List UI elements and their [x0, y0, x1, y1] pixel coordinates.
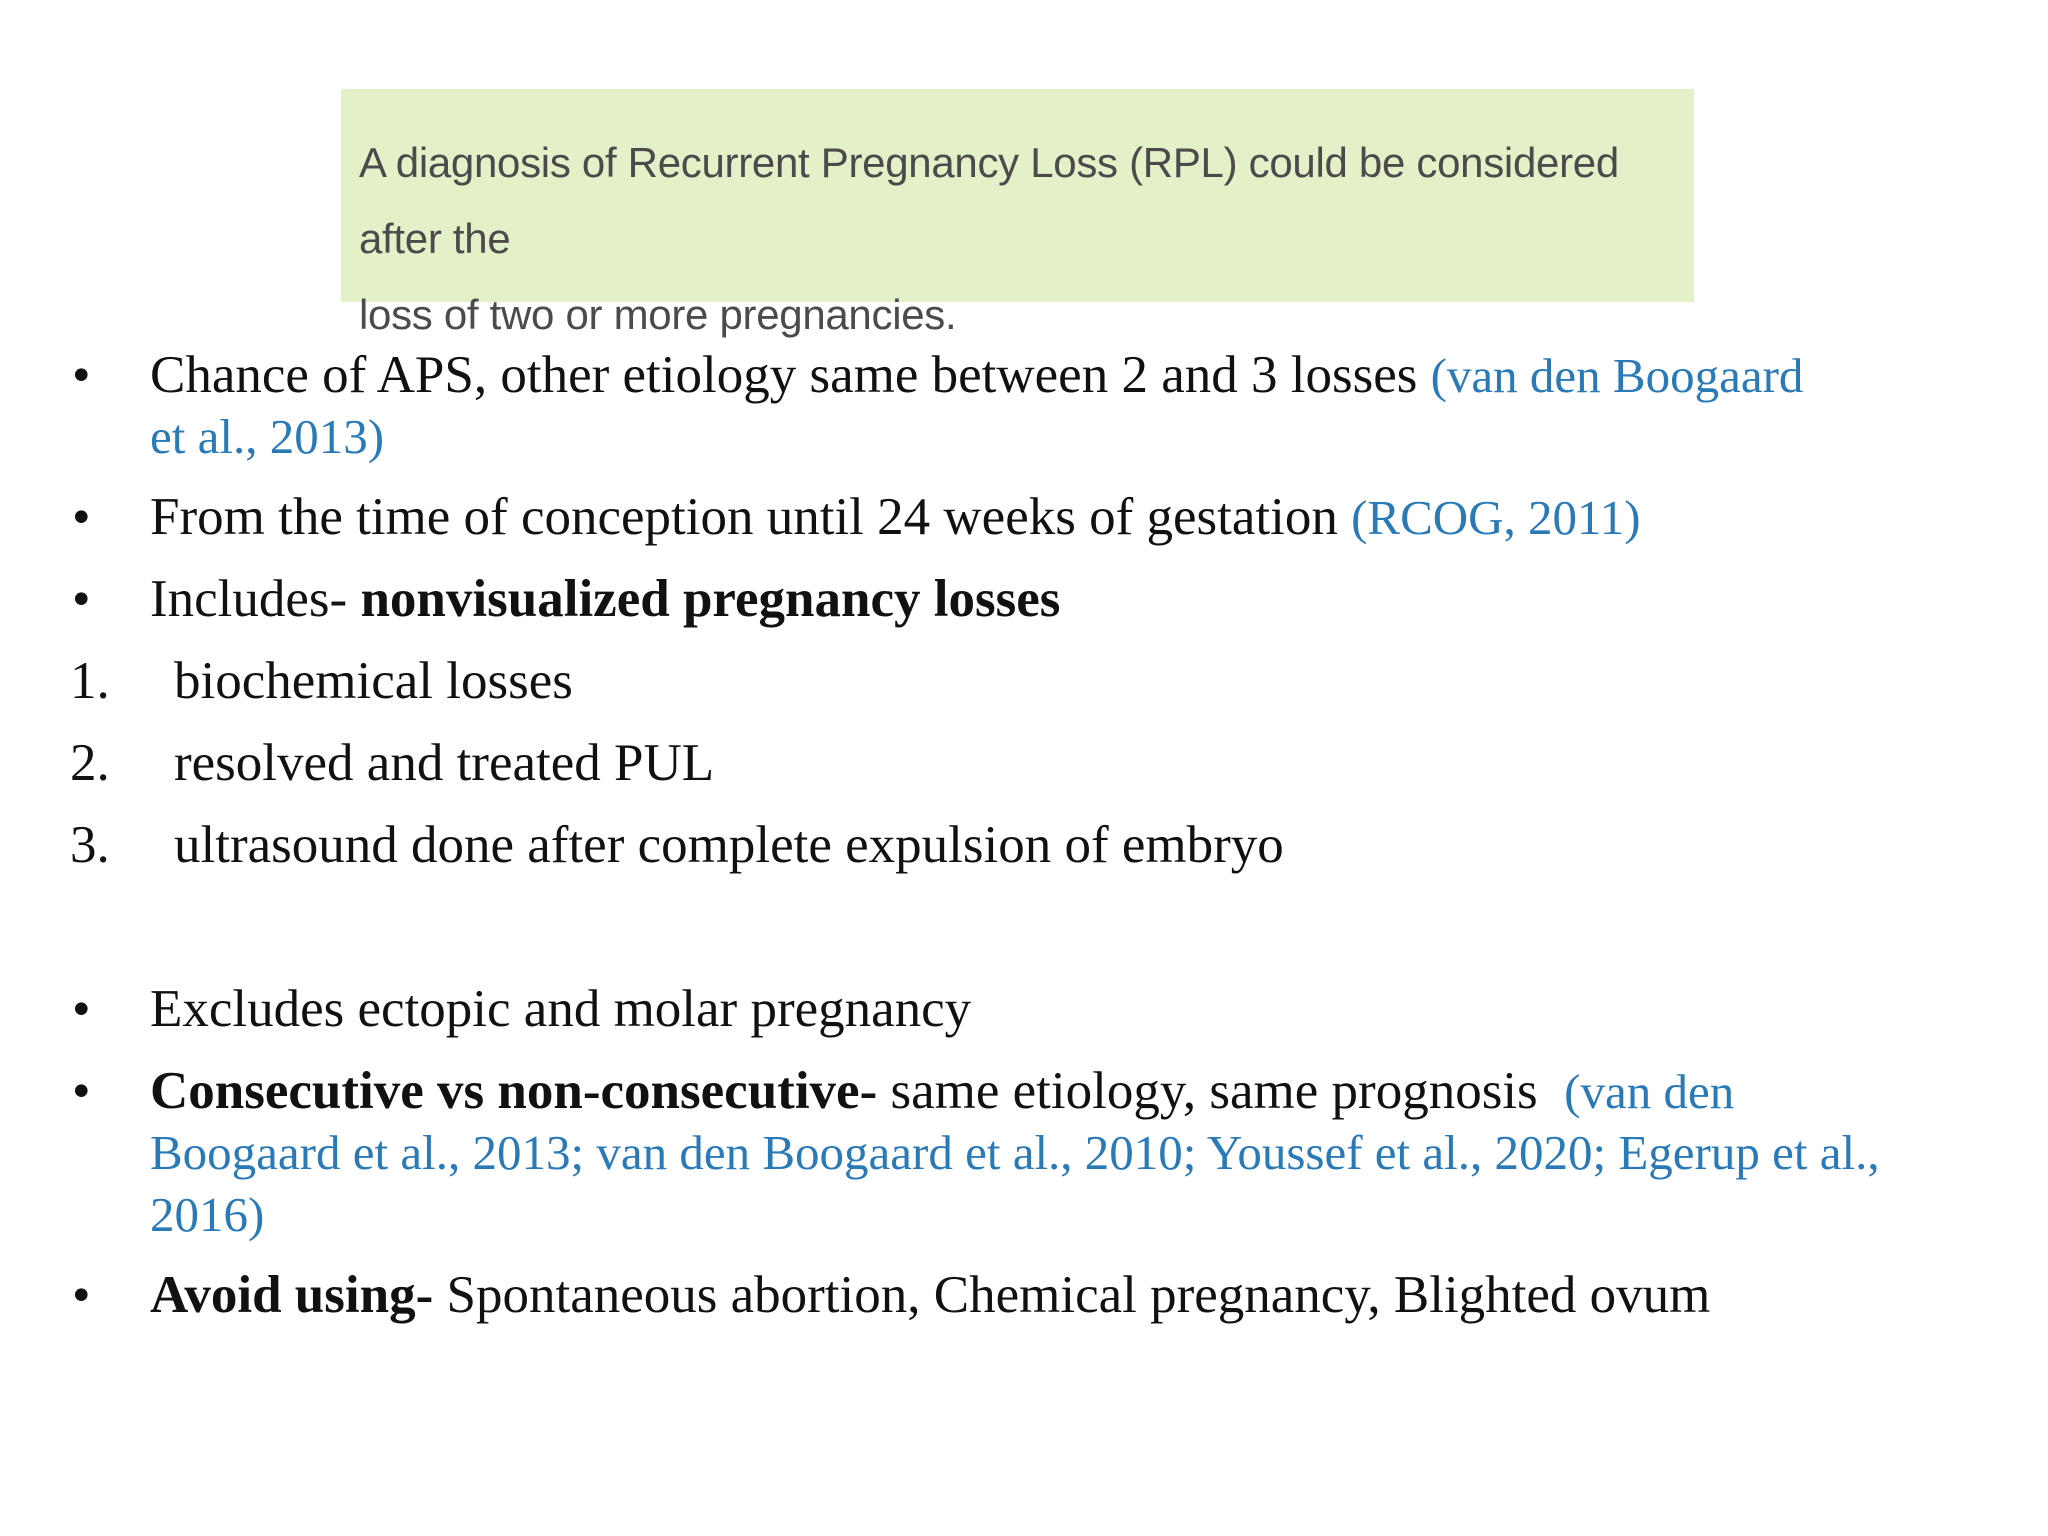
bullet-body: Chance of APS, other etiology same between 2 and 3 losses: [150, 346, 1418, 404]
citation: (van den Boogaard: [1430, 348, 1804, 403]
bullet-body: Spontaneous abortion, Chemical pregnancy, Blighted ovum: [446, 1266, 1711, 1324]
item-text: biochemical losses: [174, 652, 573, 710]
citation: 2016): [150, 1187, 265, 1242]
bullet-bold: Consecutive vs non-consecutive-: [150, 1062, 878, 1120]
citation: Boogaard et al., 2013; van den Boogaard et al., 2010; Youssef et al., 2020; Egerup et al.,: [150, 1125, 1880, 1180]
definition-line-2: loss of two or more pregnancies.: [359, 291, 957, 338]
item-text: resolved and treated PUL: [174, 734, 715, 792]
definition-line-1: A diagnosis of Recurrent Pregnancy Loss (RPL) could be considered after the: [359, 139, 1619, 262]
bullet-body: same etiology, same prognosis: [890, 1062, 1538, 1120]
bullet-marker: •: [72, 1266, 91, 1324]
bullet-text: [150, 1264, 1710, 1326]
bullet-text: [150, 1060, 1734, 1123]
bullet-text: Excludes ectopic and molar pregnancy: [150, 980, 972, 1038]
item-number: 3.: [70, 816, 110, 874]
item-number: 2.: [70, 734, 110, 792]
bullet-text: [150, 486, 1641, 549]
bullet-text: [150, 568, 1060, 630]
bullet-marker: •: [72, 1062, 91, 1120]
bullet-body: From the time of conception until 24 weeks of gestation: [150, 488, 1338, 546]
definition-box: [341, 89, 1694, 338]
citation: (van den: [1564, 1064, 1735, 1119]
bullet-marker: •: [72, 346, 91, 404]
bullet-text: [150, 344, 1803, 407]
item-number: 1.: [70, 652, 110, 710]
citation: et al., 2013): [150, 409, 385, 464]
bullet-prefix: Includes-: [150, 570, 348, 628]
bullet-marker: •: [72, 570, 91, 628]
bullet-marker: •: [72, 980, 91, 1038]
bullet-bold: nonvisualized pregnancy losses: [360, 570, 1061, 628]
bullet-bold: Avoid using-: [150, 1266, 434, 1324]
item-text: ultrasound done after complete expulsion of embryo: [174, 816, 1284, 874]
citation: (RCOG, 2011): [1351, 490, 1641, 545]
bullet-marker: •: [72, 488, 91, 546]
